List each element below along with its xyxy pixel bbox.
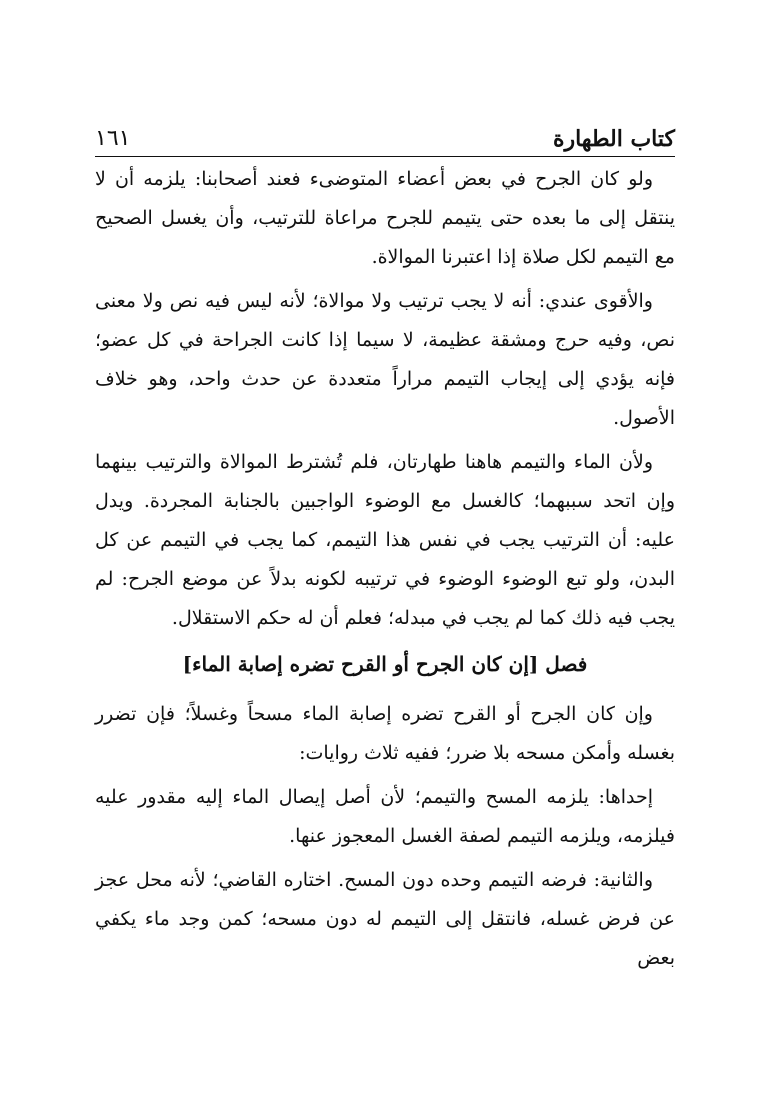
paragraph: وإن كان الجرح أو القرح تضره إصابة الماء مسحاً وغسلاً؛ فإن تضرر بغسله وأمكن مسحه بلا ضرر؛ ففيه ثلاث روايات: xyxy=(95,703,675,764)
chapter-title: كتاب الطهارة xyxy=(552,126,675,152)
section-heading: فصل [إن كان الجرح أو القرح تضره إصابة الماء] xyxy=(182,652,588,676)
paragraph: ولو كان الجرح في بعض أعضاء المتوضىء فعند أصحابنا: يلزمه أن لا ينتقل إلى ما بعده حتى يتيمم للجرح مراعاة للترتيب، وأن يغسل الصحيح مع التيمم لكل صلاة إذا اعتبرنا الموالاة. xyxy=(95,168,675,268)
running-header xyxy=(95,118,675,154)
page-number: ١٦١ xyxy=(95,126,131,151)
paragraph: ولأن الماء والتيمم هاهنا طهارتان، فلم تُشترط الموالاة والترتيب بينهما وإن اتحد سببهما؛ كالغسل مع الوضوء الواجبين بالجنابة المجردة. ويدل عليه: أن الترتيب يجب في نفس هذا التيمم، كما يجب في التيمم عن كل البدن، ولو تبع الوضوء الوضوء في ترتيبه لكونه بدلاً عن موضع الجرح: لم يجب فيه ذلك كما لم يجب في مبدله؛ فعلم أن له حكم الاستقلال. xyxy=(95,451,675,629)
header-rule xyxy=(95,156,675,157)
paragraph: والأقوى عندي: أنه لا يجب ترتيب ولا موالاة؛ لأنه ليس فيه نص ولا معنى نص، وفيه حرج ومشقة عظيمة، لا سيما إذا كانت الجراحة في كل عضو؛ فإنه يؤدي إلى إيجاب التيمم مراراً متعددة عن حدث واحد، وهو خلاف الأصول. xyxy=(95,290,675,429)
paragraph: إحداها: يلزمه المسح والتيمم؛ لأن أصل إيصال الماء إليه مقدور عليه فيلزمه، ويلزمه التيمم لصفة الغسل المعجوز عنها. xyxy=(95,786,675,847)
body-text xyxy=(95,160,675,983)
paragraph: والثانية: فرضه التيمم وحده دون المسح. اختاره القاضي؛ لأنه محل عجز عن فرض غسله، فانتقل إلى التيمم له دون مسحه؛ كمن وجد ماء يكفي بعض xyxy=(95,869,675,969)
